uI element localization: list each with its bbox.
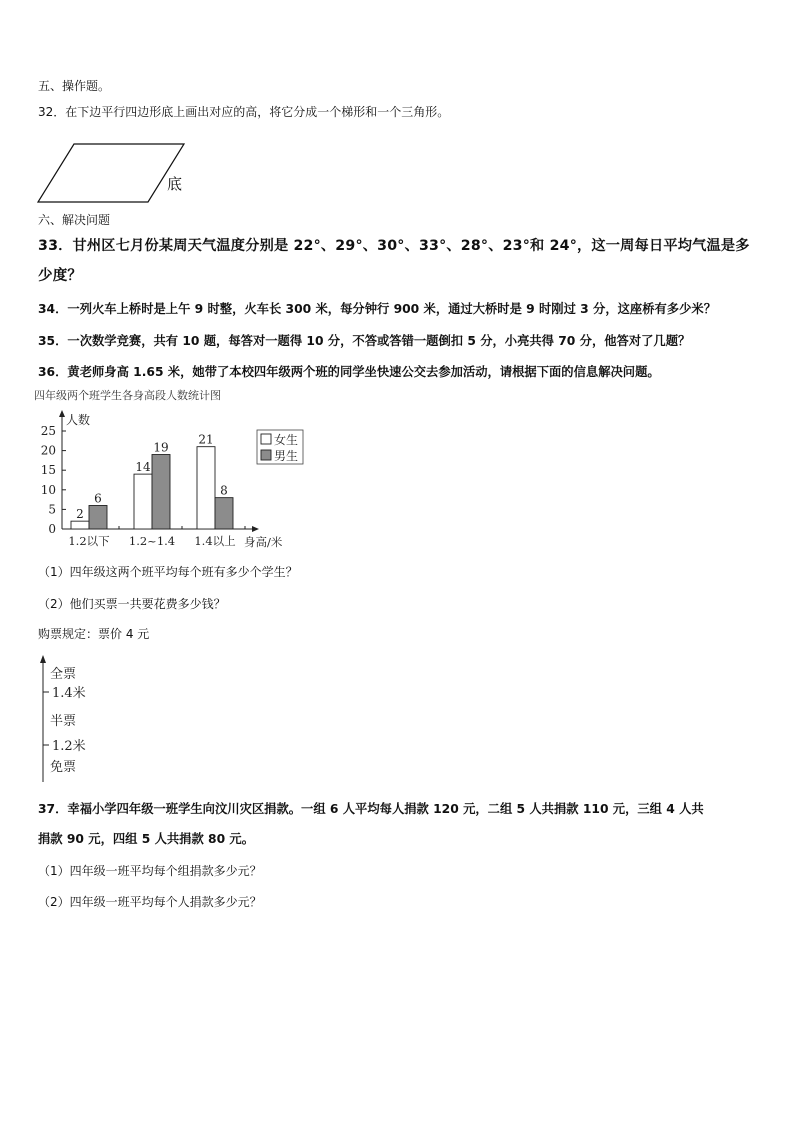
legend-label: 男生 [274, 449, 299, 463]
bar-value-label: 14 [135, 460, 151, 475]
category-label: 1.2以下 [68, 534, 110, 548]
bar [71, 521, 89, 529]
ticket-rule: 购票规定：票价 4 元 [38, 627, 150, 641]
category-label: 1.4以上 [194, 534, 236, 548]
bar [89, 505, 107, 529]
half-ticket-label: 半票 [50, 714, 77, 729]
mark-1-2-label: 1.2米 [52, 739, 86, 754]
question-36-sub-2: （2）他们买票一共要花费多少钱？ [38, 597, 226, 611]
y-tick-label: 20 [40, 443, 56, 458]
bar [215, 498, 233, 529]
parallelogram-figure [36, 138, 196, 210]
question-36-sub-1: （1）四年级这两个班平均每个班有多少个学生？ [38, 565, 298, 579]
y-tick-label: 25 [40, 424, 56, 438]
y-axis-label: 人数 [66, 413, 91, 427]
legend-swatch [261, 434, 271, 444]
question-33-line-1: 33．甘州区七月份某周天气温度分别是 22°、29°、30°、33°、28°、23°和 24°，这一周每日平均气温是多 [38, 238, 750, 254]
category-label: 1.2~1.4 [128, 534, 176, 548]
y-axis-arrow [59, 410, 65, 417]
question-36: 36．黄老师身高 1.65 米，她带了本校四年级两个班的同学坐快速公交去参加活动，请根据下面的信息解决问题。 [38, 365, 660, 379]
legend-label: 女生 [274, 433, 299, 447]
y-tick-label: 10 [40, 482, 56, 497]
question-35: 35．一次数学竞赛，共有 10 题，每答对一题得 10 分，不答或答错一题倒扣 5 分，小亮共得 70 分，他答对了几题？ [38, 334, 691, 348]
bar-value-label: 6 [94, 491, 102, 506]
y-tick-label: 0 [48, 522, 56, 536]
full-ticket-label: 全票 [50, 667, 77, 682]
height-bar-chart [30, 384, 310, 554]
question-37-line-1: 37．幸福小学四年级一班学生向汶川灾区捐款。一组 6 人平均每人捐款 120 元，二组 5 人共捐款 110 元，三组 4 人共 [38, 802, 704, 816]
mark-1-4-label: 1.4米 [52, 686, 86, 701]
legend-swatch [261, 450, 271, 460]
x-axis-label: 身高/米 [244, 535, 283, 549]
free-ticket-label: 免票 [50, 760, 77, 775]
question-37-line-2: 捐款 90 元，四组 5 人共捐款 80 元。 [38, 832, 255, 846]
question-34: 34．一列火车上桥时是上午 9 时整，火车长 300 米，每分钟行 900 米，通过大桥时是 9 时刚过 3 分，这座桥有多少米？ [38, 302, 716, 316]
parallelogram [38, 144, 184, 202]
section-6-heading: 六、解决问题 [38, 213, 111, 227]
bar-value-label: 21 [198, 432, 214, 447]
question-37-sub-2: （2）四年级一班平均每个人捐款多少元？ [38, 895, 262, 909]
chart-title: 四年级两个班学生各身高段人数统计图 [34, 389, 221, 402]
bar [134, 474, 152, 529]
scale-arrow [40, 655, 46, 663]
question-33-line-2: 少度？ [38, 268, 83, 284]
bar-value-label: 2 [76, 507, 84, 522]
section-5-heading: 五、操作题。 [38, 79, 111, 93]
y-tick-label: 15 [40, 463, 56, 478]
question-32: 32．在下边平行四边形底上画出对应的高，将它分成一个梯形和一个三角形。 [38, 105, 450, 119]
base-label: 底 [167, 175, 183, 193]
ticket-scale-figure [34, 652, 124, 786]
question-37-sub-1: （1）四年级一班平均每个组捐款多少元？ [38, 864, 262, 878]
bar-value-label: 19 [153, 440, 169, 455]
x-axis-arrow [252, 526, 259, 532]
bar [152, 455, 170, 529]
y-tick-label: 5 [48, 502, 56, 517]
bar [197, 447, 215, 529]
bar-value-label: 8 [220, 483, 228, 498]
